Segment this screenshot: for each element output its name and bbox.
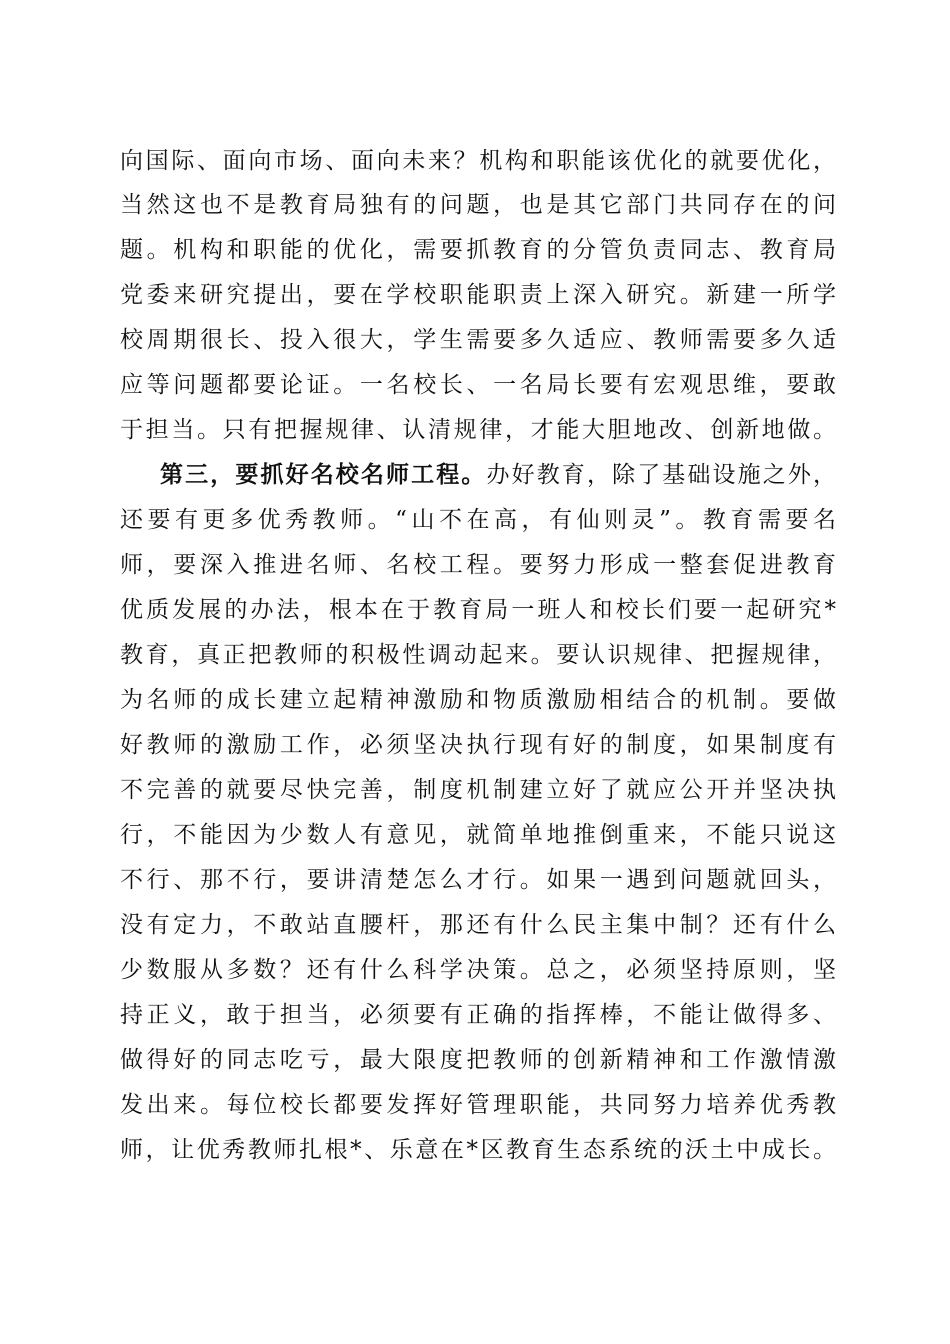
paragraph-line: 应等问题都要论证。一名校长、一名局长要有宏观思维，要敢 [120, 372, 836, 398]
paragraph-line: 没有定力，不敢站直腰杆，那还有什么民主集中制？还有什么 [120, 912, 836, 938]
paragraph-line: 于担当。只有把握规律、认清规律，才能大胆地改、创新地做。 [120, 417, 836, 443]
paragraph-line: 师，要深入推进名师、名校工程。要努力形成一整套促进教育 [120, 552, 836, 578]
paragraph-line: 校周期很长、投入很大，学生需要多久适应、教师需要多久适 [120, 327, 836, 353]
paragraph-line: 不完善的就要尽快完善，制度机制建立好了就应公开并坚决执 [120, 777, 836, 803]
paragraph-line: 不行、那不行，要讲清楚怎么才行。如果一遇到问题就回头， [120, 867, 836, 893]
paragraph-line: 教育，真正把教师的积极性调动起来。要认识规律、把握规律， [120, 642, 836, 668]
paragraph-line: 还要有更多优秀教师。“山不在高，有仙则灵”。教育需要名 [120, 507, 836, 533]
paragraph-line: 持正义，敢于担当，必须要有正确的指挥棒，不能让做得多、 [120, 1002, 836, 1028]
paragraph-line: 党委来研究提出，要在学校职能职责上深入研究。新建一所学 [120, 282, 836, 308]
paragraph-first-line [160, 460, 836, 490]
paragraph-line: 少数服从多数？还有什么科学决策。总之，必须坚持原则，坚 [120, 957, 836, 983]
paragraph-line-rest: 办好教育，除了基础设施之外， [486, 462, 837, 488]
paragraph-line: 发出来。每位校长都要发挥好管理职能，共同努力培养优秀教 [120, 1092, 836, 1118]
paragraph-line: 优质发展的办法，根本在于教育局一班人和校长们要一起研究* [120, 597, 836, 623]
paragraph-line: 做得好的同志吃亏，最大限度把教师的创新精神和工作激情激 [120, 1047, 836, 1073]
paragraph-line: 行，不能因为少数人有意见，就简单地推倒重来，不能只说这 [120, 822, 836, 848]
paragraph-line: 向国际、面向市场、面向未来？机构和职能该优化的就要优化， [120, 148, 836, 174]
paragraph-line: 题。机构和职能的优化，需要抓教育的分管负责同志、教育局 [120, 237, 836, 263]
paragraph-line: 好教师的激励工作，必须坚决执行现有好的制度，如果制度有 [120, 732, 836, 758]
paragraph-line: 当然这也不是教育局独有的问题，也是其它部门共同存在的问 [120, 192, 836, 218]
paragraph-line: 师，让优秀教师扎根*、乐意在*区教育生态系统的沃土中成长。 [120, 1137, 836, 1163]
section-heading: 第三，要抓好名校名师工程。 [160, 461, 487, 488]
paragraph-line: 为名师的成长建立起精神激励和物质激励相结合的机制。要做 [120, 687, 836, 713]
